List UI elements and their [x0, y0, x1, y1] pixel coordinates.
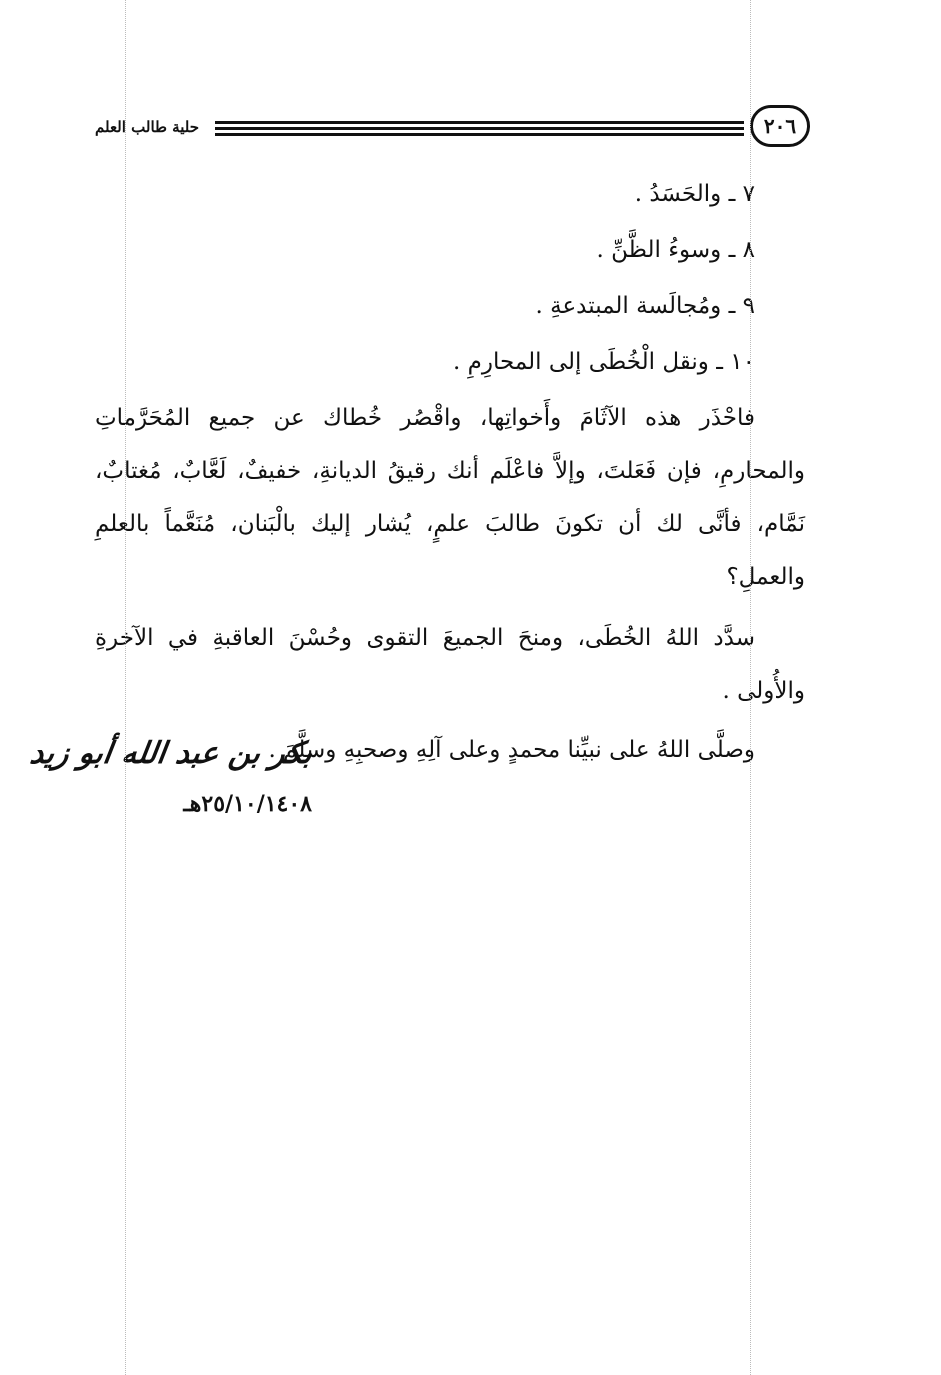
- header-rule: [215, 121, 744, 124]
- body-paragraph: سدَّد اللهُ الخُطَى، ومنحَ الجميعَ التقوى وحُسْنَ العاقبةِ في الآخرةِ والأُولى .: [95, 625, 805, 704]
- header-rule: [215, 133, 744, 136]
- list-item: ٨ ـ وسوءُ الظَّنِّ .: [596, 237, 755, 263]
- list-item: ١٠ ـ ونقل الْخُطَى إلى المحارِمِ .: [453, 349, 755, 375]
- list-item: ٩ ـ ومُجالَسة المبتدعةِ .: [535, 293, 755, 319]
- list-item: ٧ ـ والحَسَدُ .: [634, 181, 755, 207]
- running-title: حلية طالب العلم: [95, 118, 199, 136]
- header-rule: [215, 127, 744, 130]
- scan-artifact-line: [750, 0, 751, 1375]
- page-header: [95, 100, 810, 156]
- closing-prayer: وصلَّى اللهُ على نبيِّنا محمدٍ وعلى آلِهِ وصحبِهِ وسلَّمَ .: [268, 737, 755, 763]
- page-body: [95, 168, 805, 776]
- signature-date: ٢٥/١٠/١٤٠٨هـ: [183, 791, 312, 817]
- body-paragraph: فاحْذَر هذه الآثَامَ وأَخواتِها، واقْصُر خُطاك عن جميع المُحَرَّماتِ والمحارمِ، فإن فَعَلتَ، وإلاَّ فاعْلَم أنك رقيقُ الديانةِ، خفيفٌ، لَعَّابٌ، مُغتابٌ، نَمَّام، فأنَّى لك أن تكونَ طالبَ علمٍ، يُشار إليك بالْبَنان، مُنَعَّماً بالعلمِ والعملِ؟: [95, 405, 805, 590]
- page-number: ٢٠٦: [750, 105, 810, 147]
- scan-artifact-line: [125, 0, 126, 1375]
- author-signature: بكر بن عبد الله أبو زيد: [27, 736, 315, 771]
